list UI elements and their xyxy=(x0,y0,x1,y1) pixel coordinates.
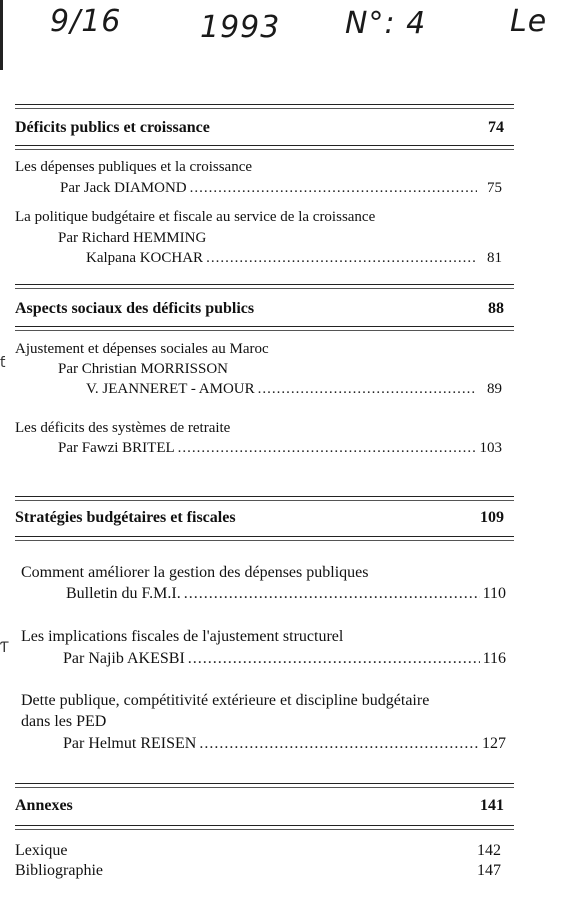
section-title: Déficits publics et croissance xyxy=(15,119,210,136)
entry-author: V. JEANNERET - AMOUR xyxy=(86,381,255,397)
rule xyxy=(15,783,514,784)
entry-page: 147 xyxy=(477,862,501,879)
section-title: Annexes xyxy=(15,797,73,814)
entry-page: 81 xyxy=(487,250,502,266)
rule xyxy=(15,536,514,537)
rule xyxy=(15,500,514,501)
rule xyxy=(15,288,514,289)
rule xyxy=(15,104,514,105)
entry-author: Par Helmut REISEN xyxy=(63,735,197,752)
dot-leader xyxy=(184,585,480,603)
margin-tick: Ƭ xyxy=(0,640,9,656)
rule xyxy=(15,829,514,830)
toc-line[interactable] xyxy=(66,585,506,603)
entry-page: 116 xyxy=(482,650,506,667)
entry-author: Kalpana KOCHAR xyxy=(86,250,204,266)
toc-line[interactable] xyxy=(86,381,502,398)
toc-line[interactable] xyxy=(63,735,506,753)
rule xyxy=(15,145,514,146)
dot-leader xyxy=(199,735,479,753)
entry-title: dans les PED xyxy=(21,713,107,730)
toc-line[interactable] xyxy=(63,650,506,668)
rule xyxy=(15,540,514,541)
rule xyxy=(15,149,514,150)
section-page: 88 xyxy=(488,300,504,317)
entry-title: La politique budgétaire et fiscale au service de la croissance xyxy=(15,209,376,225)
section-page: 141 xyxy=(480,797,504,814)
rule xyxy=(15,496,514,497)
handwritten-initials: Le xyxy=(510,4,548,39)
entry-page: 103 xyxy=(479,440,502,456)
dot-leader xyxy=(190,180,477,197)
toc-line[interactable] xyxy=(58,440,502,457)
entry-author: Par Najib AKESBI xyxy=(63,650,185,667)
entry-author: Par Jack DIAMOND xyxy=(60,180,187,196)
rule xyxy=(15,787,514,788)
rule xyxy=(15,284,514,285)
entry-author: Bulletin du F.M.I. xyxy=(66,585,181,602)
handwritten-ref: 9/16 xyxy=(50,4,122,39)
handwritten-year: 1993 xyxy=(200,10,281,45)
entry-author: Par Richard HEMMING xyxy=(58,230,207,246)
entry-title: Dette publique, compétitivité extérieure et discipline budgétaire xyxy=(21,692,430,709)
section-title: Stratégies budgétaires et fiscales xyxy=(15,509,236,526)
rule xyxy=(15,108,514,109)
entry-page: 75 xyxy=(487,180,502,196)
section-title: Aspects sociaux des déficits publics xyxy=(15,300,255,317)
margin-tick: ƭ xyxy=(0,355,6,371)
entry-page: 110 xyxy=(482,585,506,602)
dot-leader xyxy=(188,650,480,668)
entry-page: 127 xyxy=(482,735,506,752)
entry-title: Les dépenses publiques et la croissance xyxy=(15,159,253,175)
entry-author: Par Fawzi BRITEL xyxy=(58,440,175,456)
entry-title: Les implications fiscales de l'ajustement structurel xyxy=(21,628,344,645)
handwritten-number: N°: 4 xyxy=(345,6,427,41)
entry-title: Ajustement et dépenses sociales au Maroc xyxy=(15,341,269,357)
dot-leader xyxy=(178,440,477,457)
rule xyxy=(15,330,514,331)
margin-mark xyxy=(0,0,3,70)
entry-title: Bibliographie xyxy=(15,862,103,879)
entry-author: Par Christian MORRISSON xyxy=(58,361,229,377)
rule xyxy=(15,825,514,826)
entry-title: Comment améliorer la gestion des dépenses publiques xyxy=(21,564,369,581)
entry-page: 142 xyxy=(477,842,501,859)
section-page: 74 xyxy=(488,119,504,136)
dot-leader xyxy=(258,381,477,398)
rule xyxy=(15,326,514,327)
toc-line[interactable] xyxy=(60,180,502,197)
dot-leader xyxy=(206,250,477,267)
section-page: 109 xyxy=(480,509,504,526)
toc-line[interactable] xyxy=(86,250,502,267)
entry-page: 89 xyxy=(487,381,502,397)
entry-title: Les déficits des systèmes de retraite xyxy=(15,420,231,436)
entry-title: Lexique xyxy=(15,842,68,859)
